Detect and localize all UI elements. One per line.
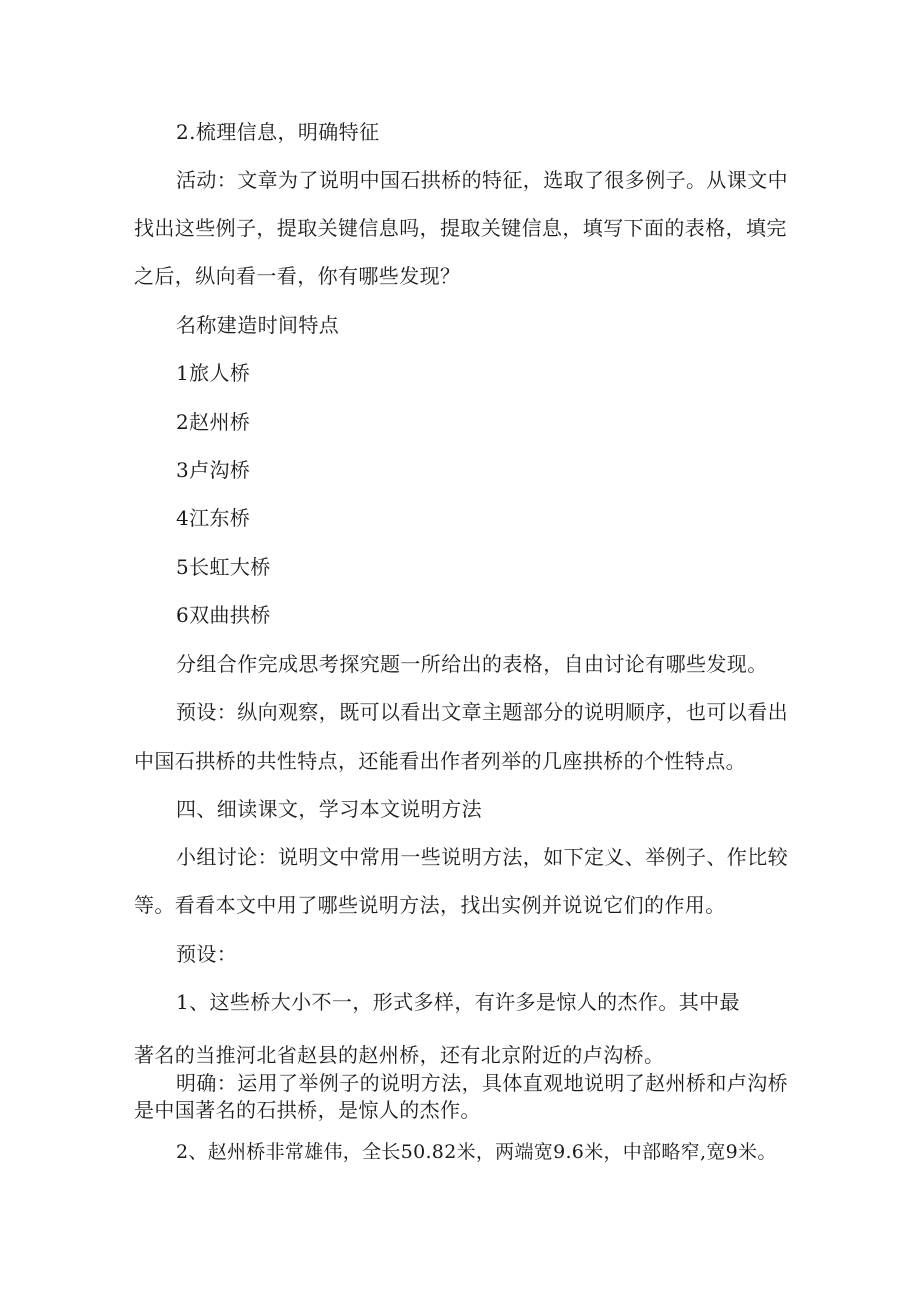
activity-paragraph-line: 之后，纵向看一看，你有哪些发现？ — [134, 264, 461, 288]
clarify-paragraph-line: 是中国著名的石拱桥，是惊人的杰作。 — [134, 1098, 481, 1122]
section-heading: 四、细读课文，学习本文说明方法 — [176, 797, 482, 821]
preset-paragraph-line: 中国石拱桥的共性特点，还能看出作者列举的几座拱桥的个性特点。 — [134, 749, 746, 773]
discussion-paragraph-line: 等。看看本文中用了哪些说明方法，找出实例并说说它们的作用。 — [134, 893, 726, 917]
example-paragraph-line: 著名的当推河北省赵县的赵州桥，还有北京附近的卢沟桥。 — [134, 1043, 665, 1067]
table-row: 2赵州桥 — [176, 410, 251, 434]
table-row: 3卢沟桥 — [176, 458, 251, 482]
activity-paragraph-line: 活动：文章为了说明中国石拱桥的特征，选取了很多例子。从课文中 — [176, 168, 788, 192]
table-row: 4江东桥 — [176, 506, 251, 530]
table-row: 1旅人桥 — [176, 361, 251, 385]
example-paragraph-line: 1、这些桥大小不一，形式多样，有许多是惊人的杰作。其中最 — [176, 990, 740, 1014]
table-header-line: 名称建造时间特点 — [176, 313, 340, 337]
paragraph: 分组合作完成思考探究题一所给出的表格，自由讨论有哪些发现。 — [176, 652, 768, 676]
preset-label: 预设： — [176, 942, 238, 966]
section-heading: 2.梳理信息，明确特征 — [176, 120, 380, 144]
example-paragraph-line: 2、赵州桥非常雄伟，全长50.82米，两端宽9.6米，中部略窄,宽9米。 — [176, 1141, 777, 1163]
clarify-paragraph-line: 明确：运用了举例子的说明方法，具体直观地说明了赵州桥和卢沟桥 — [176, 1071, 788, 1095]
discussion-paragraph-line: 小组讨论：说明文中常用一些说明方法，如下定义、举例子、作比较 — [176, 845, 788, 869]
table-row: 5长虹大桥 — [176, 555, 271, 579]
table-row: 6双曲拱桥 — [176, 603, 271, 627]
preset-paragraph-line: 预设：纵向观察，既可以看出文章主题部分的说明顺序，也可以看出 — [176, 700, 788, 724]
activity-paragraph-line: 找出这些例子，提取关键信息吗，提取关键信息，填写下面的表格，填完 — [134, 216, 787, 240]
